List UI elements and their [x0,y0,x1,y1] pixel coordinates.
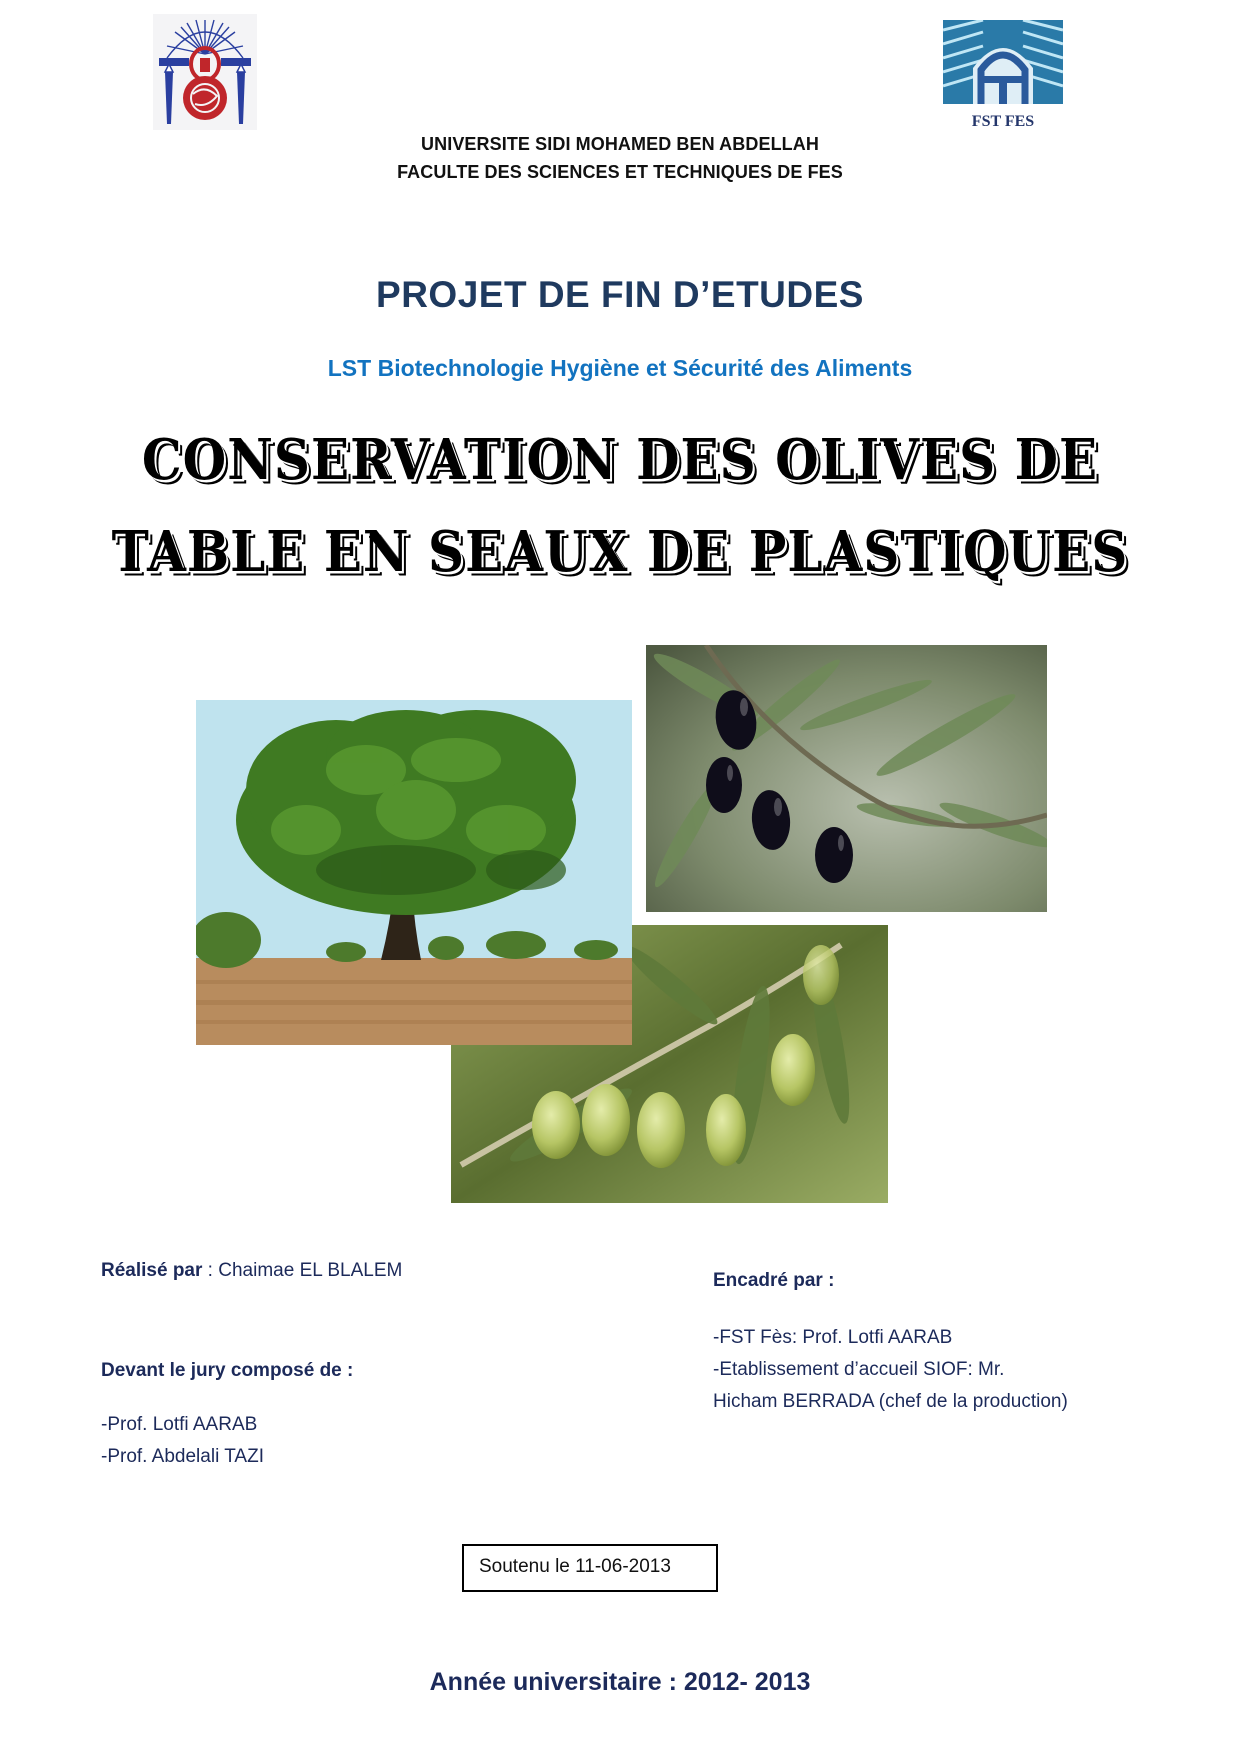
usmba-logo [153,14,257,130]
author-separator: : [202,1260,219,1281]
supervisor-list [713,1322,1073,1418]
program-name: LST Biotechnologie Hygiène et Sécurité des Aliments [327,355,913,381]
document-title-line-1: CONSERVATION DES OLIVES DE [141,426,1099,493]
author-label: Réalisé par [101,1260,203,1281]
fst-fes-logo-text: FST FES [971,113,1035,130]
university-name: UNIVERSITE SIDI MOHAMED BEN ABDELLAH [421,134,819,154]
jury-member: -Prof. Abdelali TAZI [101,1446,264,1467]
project-heading: PROJET DE FIN D’ETUDES [376,274,864,315]
academic-year: Année universitaire : 2012- 2013 [429,1668,811,1696]
fst-fes-emblem-icon [943,20,1063,132]
olive-tree-photo [196,700,632,1045]
supervisor-item: -Etablissement d’accueil SIOF: Mr. Hicham BERRADA (chef de la production) [713,1359,1068,1412]
defense-date: Soutenu le 11-06-2013 [479,1556,671,1577]
author-line [101,1260,402,1282]
supervisor-heading: Encadré par : [713,1270,835,1291]
author-name: Chaimae EL BLALEM [218,1260,403,1281]
jury-member: -Prof. Lotfi AARAB [101,1414,258,1435]
supervisor-item: -FST Fès: Prof. Lotfi AARAB [713,1327,953,1348]
university-emblem-icon [153,14,257,130]
black-olives-photo [646,645,1047,912]
faculty-name: FACULTE DES SCIENCES ET TECHNIQUES DE FES [397,162,843,182]
jury-heading: Devant le jury composé de : [101,1360,354,1381]
fst-fes-logo [943,20,1063,132]
defense-date-box [462,1544,718,1592]
document-title-line-2: TABLE EN SEAUX DE PLASTIQUES [111,518,1129,585]
